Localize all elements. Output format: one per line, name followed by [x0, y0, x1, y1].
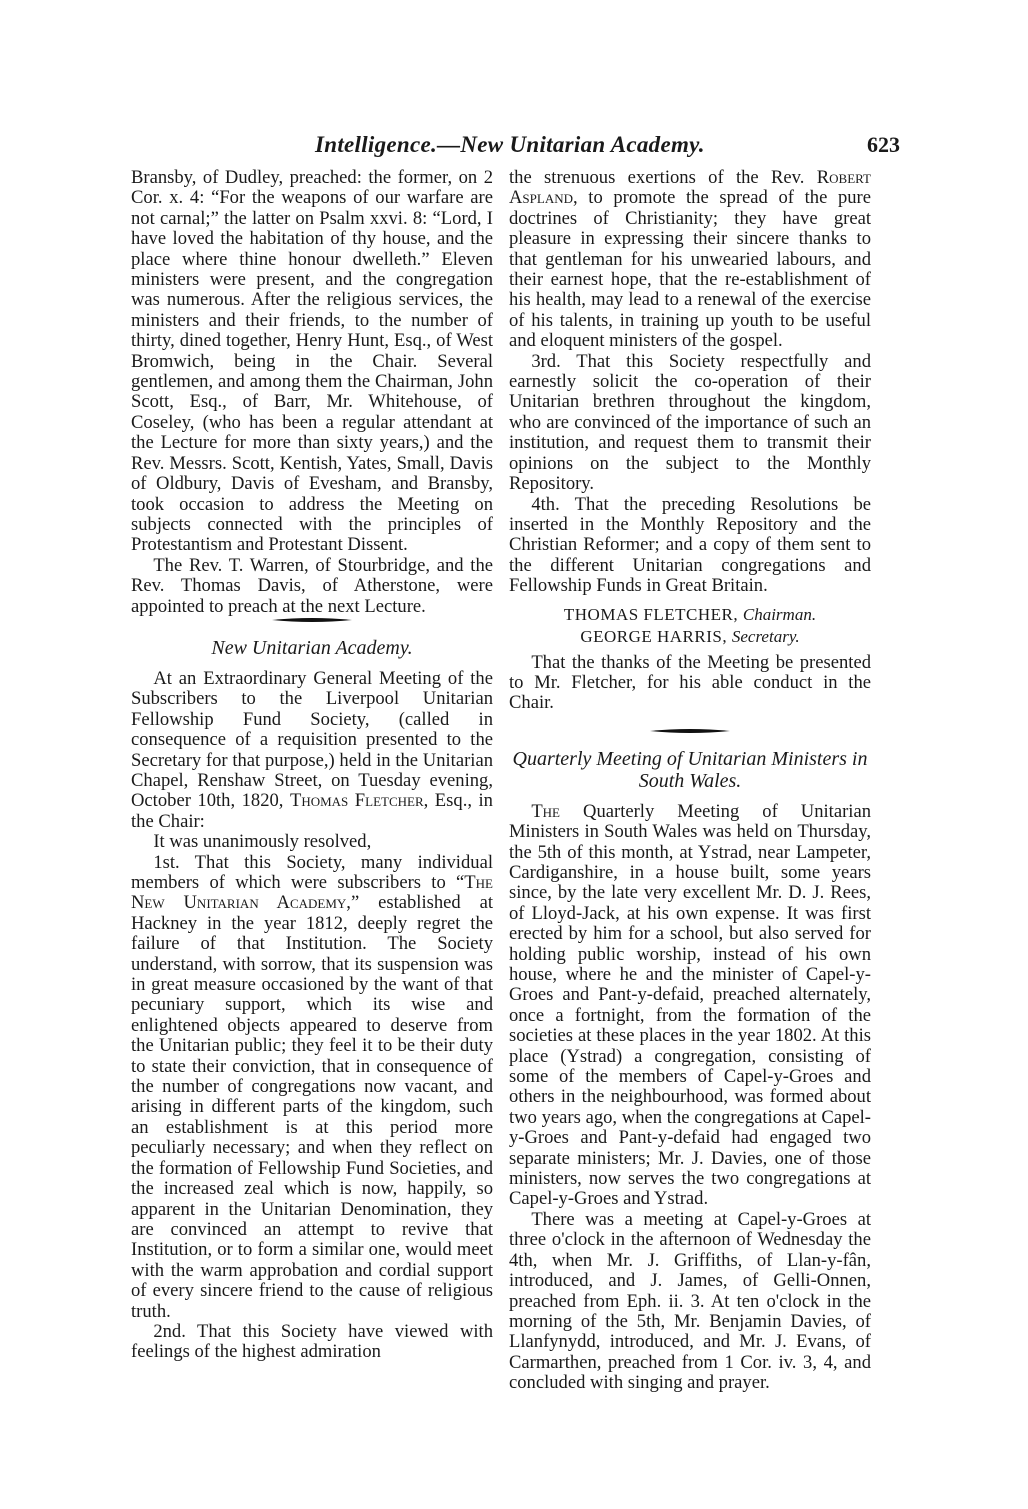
- south-wales-lead: The: [531, 800, 560, 822]
- signature-secretary-name: GEORGE HARRIS,: [580, 626, 728, 646]
- next-lecture-paragraph: The Rev. T. Warren, of Stourbridge, and the Rev. Thomas Davis, of Atherstone, were appointed to preach at the next Lecture.: [131, 554, 493, 617]
- page-number: 623: [867, 132, 900, 157]
- chairman-name: Thomas Fletcher,: [289, 790, 429, 812]
- resolution-2-continued: [509, 168, 871, 352]
- meeting-intro-paragraph: [131, 669, 493, 832]
- resolution-1-rest: established at Hackney in the year 1812, deeply regret the failure of that Institution. The Society understand, with sorrow, that its suspension was in great measure occasioned by the want of that pecuniary support, which its wise and enlightened objects appeared to deserve from the Unitarian public; they feel it to be their duty to state their conviction, that in consequence of the number of congregations now vacant, and arising in different parts of the kingdom, such an establishment is at this period more peculiarly necessary; and when they reflect on the formation of Fellowship Fund Societies, and the increased zeal which is now, happily, so apparent in the Unitarian Denomination, they are convinced an attempt to revive that Institution, or to form a similar one, would meet with the warm approbation and cordial support of every sincere friend to the cause of religious truth.: [131, 892, 493, 1322]
- resolution-1: [131, 853, 493, 1322]
- section-divider-2: [650, 728, 730, 734]
- academy-name: “The New Unitarian Academy,”: [131, 872, 493, 914]
- page-header: [130, 132, 900, 166]
- signature-chairman-role: Chairman.: [742, 604, 817, 624]
- meeting-intro-end: Esq., in the Chair:: [131, 790, 493, 832]
- signature-secretary: [509, 627, 871, 647]
- meeting-intro-text: At an Extraordinary General Meeting of the Subscribers to the Liverpool Unitarian Fellowship Fund Society, (called in consequence of a requisition presented to the Secretary for that purpose,) held in the Unitarian Chapel, Renshaw Street, on Tuesday evening, October 10th, 1820,: [131, 667, 493, 812]
- resolution-2-cont-rest: to promote the spread of the pure doctrines of Christianity; they have great pleasure in expressing their sincere thanks to that gentleman for his unwearied labours, and their earnest hope, that the re-establishment of his health, may lead to a renewal of the exercise of his talents, in training up youth to be useful and eloquent ministers of the gospel.: [509, 187, 871, 352]
- resolution-1-start: 1st. That this Society, many individual members of which were subscribers to: [131, 851, 493, 893]
- left-column: [131, 168, 493, 1363]
- lecture-report-paragraph: Bransby, of Dudley, preached: the former, on 2 Cor. x. 4: “For the weapons of our warfare are not carnal;” the latter on Psalm xxvi. 8: “Lord, I have loved the habitation of thy house, and the place where thine honour dwelleth.” Eleven ministers were present, and the congregation was numerous. After the religious services, the ministers and their friends, to the number of thirty, dined together, Henry Hunt, Esq., of West Bromwich, being in the Chair. Several gentlemen, and among them the Chairman, John Scott, Esq., of Barr, Mr. Whitehouse, of Coseley, (who has been a regular attendant at the Lecture for more than sixty years,) and the Rev. Messrs. Scott, Kentish, Yates, Small, Davis of Oldbury, Davis of Evesham, and Bransby, took occasion to address the Meeting on subjects connected with the principles of Protestantism and Protestant Dissent.: [131, 167, 493, 556]
- aspland-name: Robert Aspland,: [509, 167, 871, 209]
- signature-chairman: [509, 605, 871, 625]
- signature-secretary-role: Secretary.: [731, 626, 800, 646]
- resolution-2-cont-start: the strenuous exertions of the Rev.: [509, 167, 805, 188]
- section-title-south-wales: Quarterly Meeting of Unitarian Ministers in South Wales.: [512, 747, 868, 792]
- running-head: Intelligence.—New Unitarian Academy.: [315, 132, 705, 157]
- resolution-4: 4th. That the preceding Resolutions be inserted in the Monthly Repository and the Christian Reformer; and a copy of them sent to the different Unitarian congregations and Fellowship Funds in Great Britain.: [509, 493, 871, 597]
- signature-chairman-name: THOMAS FLETCHER,: [563, 604, 739, 624]
- capel-y-groes-meeting-paragraph: There was a meeting at Capel-y-Groes at three o'clock in the afternoon of Wednesday the 4th, when Mr. J. Griffiths, of Llan-y-fân, introduced, and J. James, of Gelli-Onnen, preached from Eph. ii. 3. At ten o'clock in the morning of the 5th, Mr. Benjamin Davies, of Llanfynydd, introduced, and Mr. J. Evans, of Carmarthen, preached from 1 Cor. iv. 3, 4, and concluded with singing and prayer.: [509, 1208, 871, 1394]
- resolution-3: 3rd. That this Society respectfully and earnestly solicit the co-operation of their Unitarian brethren throughout the kingdom, who are convinced of the importance of such an institution, and request them to transmit their opinions on the subject to the Monthly Repository.: [509, 350, 871, 495]
- thanks-paragraph: That the thanks of the Meeting be presented to Mr. Fletcher, for his able conduct in the Chair.: [509, 651, 871, 714]
- south-wales-text: Quarterly Meeting of Unitarian Ministers in South Wales was held on Thursday, the 5th of this month, at Ystrad, near Lampeter, Cardiganshire, in a house built, some years since, by the late very excellent Mr. D. J. Rees, of Lloyd-Jack, at his own expense. It was first erected by him for a school, but also served for holding public worship, instead of his own house, where he and the minister of Capel-y-Groes and Pant-y-defaid, preached alternately, once a fortnight, from the formation of the societies at these places in the year 1802. At this place (Ystrad) a congregation, consisting of some of the members of Capel-y-Groes and others in the neighbourhood, was formed about two years ago, when the congregations at Capel-y-Groes and Pant-y-defaid had engaged two separate ministers; Mr. J. Davies, one of those ministers, now serves the two congregations at Capel-y-Groes and Ystrad.: [509, 800, 872, 1210]
- right-column: [509, 168, 871, 1394]
- section-title-new-academy: New Unitarian Academy.: [211, 636, 413, 659]
- section-divider: [272, 617, 352, 623]
- resolution-2-start: 2nd. That this Society have viewed with feelings of the highest admiration: [131, 1320, 493, 1363]
- resolved-line: It was unanimously resolved,: [153, 831, 372, 853]
- south-wales-paragraph: [509, 802, 871, 1210]
